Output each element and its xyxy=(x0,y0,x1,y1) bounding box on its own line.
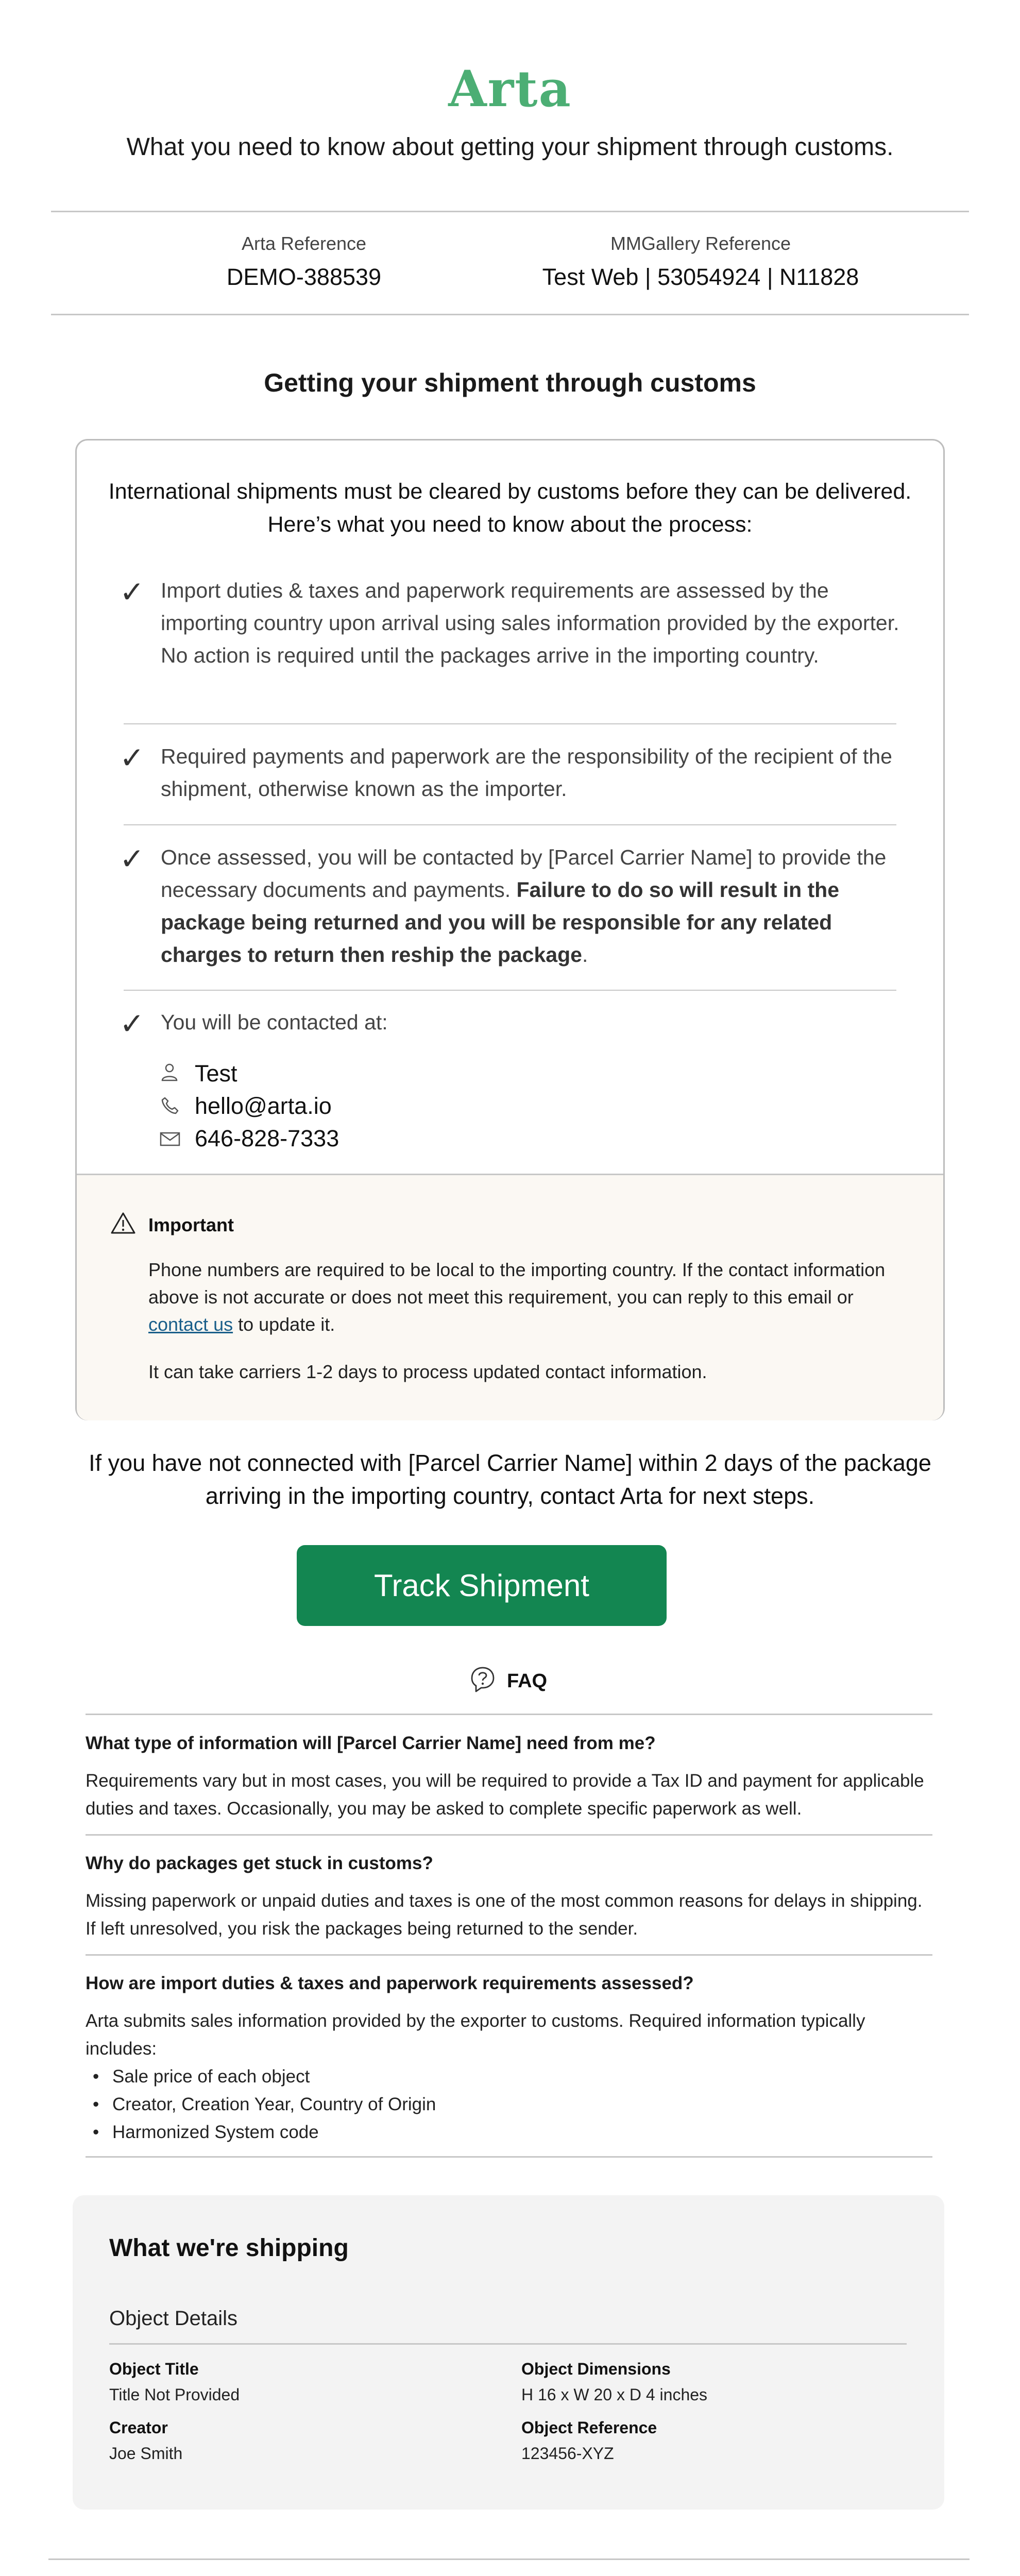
user-icon xyxy=(161,1063,178,1081)
divider xyxy=(51,211,969,212)
check-icon: ✓ xyxy=(120,1007,145,1041)
faq-icon xyxy=(470,1666,496,1696)
item-warning-text: Failure to do so will result in the package being returned and you will be responsible for any related charges to return then reship the package xyxy=(161,878,839,967)
list-item: • Creator, Creation Year, Country of Origin xyxy=(93,2094,436,2114)
check-icon: ✓ xyxy=(120,575,145,609)
contact-phone[interactable]: 646-828-7333 xyxy=(195,1125,339,1151)
contact-email[interactable]: hello@arta.io xyxy=(195,1093,332,1119)
faq-answer: Requirements vary but in most cases, you will be required to provide a Tax ID and payment for applicable duties and taxes. Occasionally, you may be asked to complete specific paperwork as well. xyxy=(86,1771,924,1819)
item-text: Once assessed, you will be contacted by [Parcel Carrier Name] to provide the necessary documents and payments. xyxy=(161,845,887,902)
list-item: • Harmonized System code xyxy=(93,2122,319,2142)
reference-block-arta xyxy=(149,233,458,291)
divider xyxy=(86,1954,932,1956)
important-text-start: Phone numbers are required to be local to the importing country. If the contact information above is not accurate or does not meet this requirement, you can reply to this email or xyxy=(148,1259,886,1308)
faq-question: How are import duties & taxes and paperwork requirements assessed? xyxy=(86,1973,694,1993)
list-item: • Sale price of each object xyxy=(93,2066,310,2087)
faq-title: FAQ xyxy=(507,1670,548,1692)
followup-text: If you have not connected with [Parcel Carrier Name] within 2 days of the package arriving in the importing country, contact Arta for next steps. xyxy=(89,1450,931,1509)
important-text xyxy=(148,1256,900,1338)
faq-question: What type of information will [Parcel Carrier Name] need from me? xyxy=(86,1733,656,1753)
divider xyxy=(86,1714,932,1715)
object-dimensions-label: Object Dimensions xyxy=(521,2360,671,2378)
object-details-heading: Object Details xyxy=(109,2307,237,2330)
object-reference-value: 123456-XYZ xyxy=(521,2444,614,2463)
object-dimensions-value: H 16 x W 20 x D 4 inches xyxy=(521,2385,708,2404)
creator-label: Creator xyxy=(109,2418,168,2437)
important-title: Important xyxy=(148,1214,234,1235)
important-note: It can take carriers 1-2 days to process updated contact information. xyxy=(148,1361,707,1382)
divider xyxy=(86,2156,932,2158)
divider xyxy=(124,824,896,825)
customs-item: Required payments and paperwork are the responsibility of the recipient of the shipment, otherwise known as the importer. xyxy=(161,744,892,801)
faq-answer: Arta submits sales information provided by the exporter to customs. Required information typically includes: xyxy=(86,2011,865,2059)
warning-icon xyxy=(110,1212,136,1237)
shipping-title: What we're shipping xyxy=(109,2234,349,2262)
divider xyxy=(124,990,896,991)
customs-intro: International shipments must be cleared by customs before they can be delivered. Here’s what you need to know about the process: xyxy=(108,479,912,537)
reference-value: DEMO-388539 xyxy=(226,264,382,290)
divider xyxy=(51,314,969,315)
customs-item: Import duties & taxes and paperwork requirements are assessed by the importing country upon arrival using sales information provided by the exporter. No action is required until the packages arrive in the importing country. xyxy=(161,579,899,667)
list-item-text: Creator, Creation Year, Country of Origin xyxy=(112,2094,436,2114)
check-icon: ✓ xyxy=(120,842,145,876)
customs-section-title: Getting your shipment through customs xyxy=(264,368,756,397)
divider xyxy=(124,723,896,724)
reference-value: Test Web | 53054924 | N11828 xyxy=(542,264,859,290)
contact-us-link[interactable]: contact us xyxy=(148,1314,233,1335)
faq-answer: Missing paperwork or unpaid duties and taxes is one of the most common reasons for delays in shipping. If left unresolved, you risk the packages being returned to the sender. xyxy=(86,1891,923,1939)
item-text-end: . xyxy=(582,943,588,967)
phone-icon xyxy=(161,1096,179,1115)
divider xyxy=(109,2343,907,2345)
divider xyxy=(86,1834,932,1836)
list-item-text: Harmonized System code xyxy=(112,2122,319,2142)
contact-name: Test xyxy=(195,1060,237,1087)
track-shipment-button[interactable]: Track Shipment xyxy=(297,1545,667,1626)
footer-divider xyxy=(48,2558,970,2560)
check-icon: ✓ xyxy=(120,741,145,775)
email-tagline: What you need to know about getting your shipment through customs. xyxy=(126,133,894,161)
list-item-text: Sale price of each object xyxy=(112,2066,310,2087)
customs-item: You will be contacted at: xyxy=(161,1010,388,1034)
arta-logo[interactable]: Arta xyxy=(448,60,572,118)
reference-label: MMGallery Reference xyxy=(610,233,791,254)
object-title-label: Object Title xyxy=(109,2360,199,2378)
reference-label: Arta Reference xyxy=(241,233,367,254)
faq-question: Why do packages get stuck in customs? xyxy=(86,1853,433,1873)
object-title-value: Title Not Provided xyxy=(109,2385,240,2404)
faq-bullet-list xyxy=(93,2063,917,2146)
customs-item xyxy=(161,841,903,971)
reference-block-gallery xyxy=(495,233,907,291)
object-reference-label: Object Reference xyxy=(521,2418,657,2437)
mail-icon xyxy=(160,1131,180,1147)
important-text-end: to update it. xyxy=(233,1314,335,1335)
creator-value: Joe Smith xyxy=(109,2444,183,2463)
